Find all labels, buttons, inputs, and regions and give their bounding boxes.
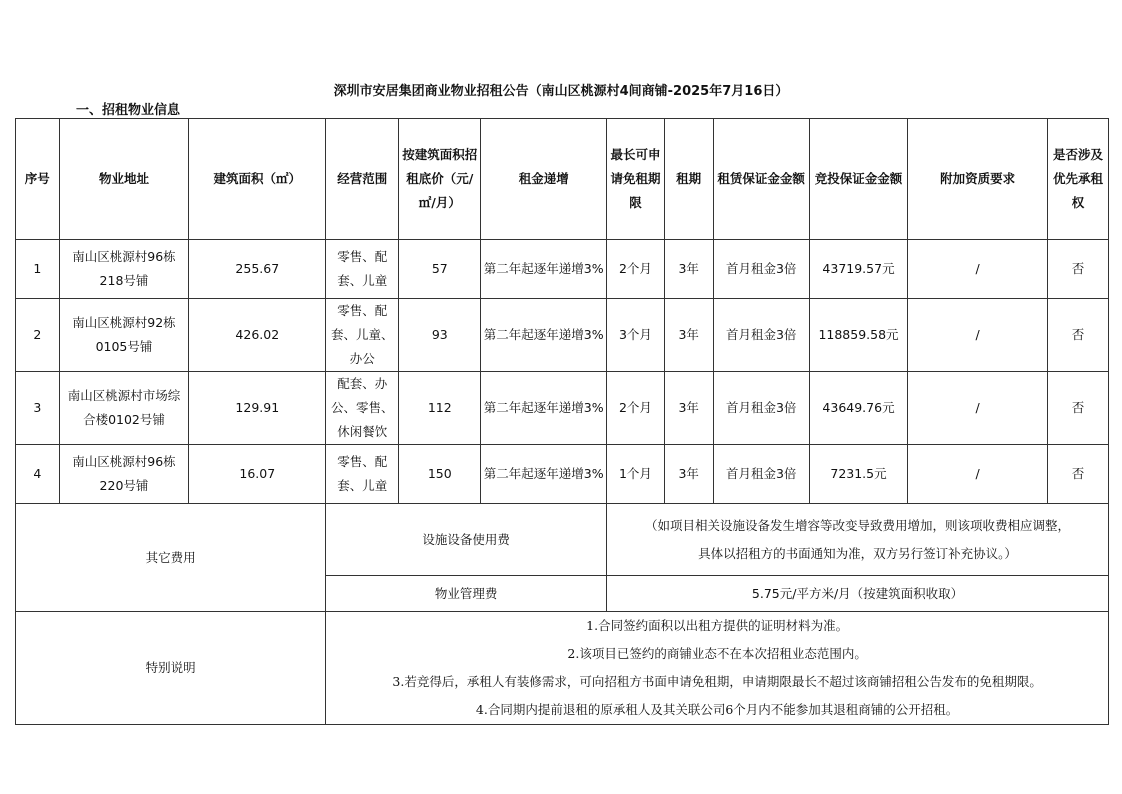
cell-priority: 否 <box>1048 299 1109 372</box>
cell-deposit: 首月租金3倍 <box>713 445 809 504</box>
cell-scope: 零售、配套、儿童 <box>326 240 399 299</box>
facility-fee-line-2: 具体以招租方的书面通知为准，双方另行签订补充协议。） <box>698 545 1017 561</box>
cell-no: 1 <box>16 240 60 299</box>
header-term: 租期 <box>664 119 713 240</box>
header-extra: 附加资质要求 <box>908 119 1048 240</box>
cell-extra: / <box>908 240 1048 299</box>
cell-area: 426.02 <box>189 299 326 372</box>
cell-extra: / <box>908 299 1048 372</box>
management-fee-value: 5.75元/平方米/月（按建筑面积收取） <box>607 576 1109 612</box>
header-increase: 租金递增 <box>481 119 607 240</box>
header-area: 建筑面积（㎡） <box>189 119 326 240</box>
cell-address: 南山区桃源村市场综合楼0102号铺 <box>59 372 189 445</box>
cell-free: 1个月 <box>607 445 665 504</box>
header-scope: 经营范围 <box>326 119 399 240</box>
facility-fee-value <box>607 504 1109 576</box>
header-address: 物业地址 <box>59 119 189 240</box>
facility-fee-line-1: （如项目相关设施设备发生增容等改变导致费用增加，则该项收费相应调整， <box>645 517 1071 533</box>
section-heading: 一、招租物业信息 <box>76 103 181 118</box>
cell-price: 93 <box>399 299 481 372</box>
header-deposit: 租赁保证金金额 <box>713 119 809 240</box>
cell-bid: 118859.58元 <box>809 299 907 372</box>
cell-scope: 零售、配套、儿童、办公 <box>326 299 399 372</box>
cell-bid: 43649.76元 <box>809 372 907 445</box>
cell-area: 255.67 <box>189 240 326 299</box>
table-header-row <box>16 119 1109 240</box>
cell-address: 南山区桃源村96栋220号铺 <box>59 445 189 504</box>
cell-free: 2个月 <box>607 372 665 445</box>
cell-price: 150 <box>399 445 481 504</box>
cell-address: 南山区桃源村92栋0105号铺 <box>59 299 189 372</box>
special-note-1: 1.合同签约面积以出租方提供的证明材料为准。 <box>586 618 849 633</box>
cell-term: 3年 <box>664 240 713 299</box>
cell-scope: 零售、配套、儿童 <box>326 445 399 504</box>
cell-term: 3年 <box>664 299 713 372</box>
special-notes-label: 特别说明 <box>16 612 326 725</box>
special-note-2: 2.该项目已签约的商铺业态不在本次招租业态范围内。 <box>567 646 867 661</box>
cell-free: 2个月 <box>607 240 665 299</box>
cell-bid: 43719.57元 <box>809 240 907 299</box>
cell-scope: 配套、办公、零售、休闲餐饮 <box>326 372 399 445</box>
cell-area: 16.07 <box>189 445 326 504</box>
cell-extra: / <box>908 445 1048 504</box>
table-row <box>16 372 1109 445</box>
cell-increase: 第二年起逐年递增3% <box>481 445 607 504</box>
header-no: 序号 <box>16 119 60 240</box>
cell-priority: 否 <box>1048 240 1109 299</box>
cell-no: 2 <box>16 299 60 372</box>
cell-priority: 否 <box>1048 372 1109 445</box>
special-notes-list <box>326 612 1109 725</box>
header-bid: 竞投保证金金额 <box>809 119 907 240</box>
cell-term: 3年 <box>664 445 713 504</box>
facility-fee-label: 设施设备使用费 <box>326 504 607 576</box>
other-fees-label: 其它费用 <box>16 504 326 612</box>
cell-increase: 第二年起逐年递增3% <box>481 240 607 299</box>
table-row <box>16 299 1109 372</box>
table-row <box>16 240 1109 299</box>
cell-no: 3 <box>16 372 60 445</box>
cell-increase: 第二年起逐年递增3% <box>481 299 607 372</box>
management-fee-label: 物业管理费 <box>326 576 607 612</box>
cell-address: 南山区桃源村96栋218号铺 <box>59 240 189 299</box>
cell-bid: 7231.5元 <box>809 445 907 504</box>
facility-fee-row <box>16 504 1109 576</box>
header-priority: 是否涉及优先承租权 <box>1048 119 1109 240</box>
table-row <box>16 445 1109 504</box>
cell-priority: 否 <box>1048 445 1109 504</box>
cell-no: 4 <box>16 445 60 504</box>
header-free: 最长可申请免租期限 <box>607 119 665 240</box>
header-price: 按建筑面积招租底价（元/㎡/月） <box>399 119 481 240</box>
cell-term: 3年 <box>664 372 713 445</box>
cell-extra: / <box>908 372 1048 445</box>
cell-area: 129.91 <box>189 372 326 445</box>
cell-deposit: 首月租金3倍 <box>713 372 809 445</box>
cell-increase: 第二年起逐年递增3% <box>481 372 607 445</box>
cell-deposit: 首月租金3倍 <box>713 240 809 299</box>
cell-price: 57 <box>399 240 481 299</box>
special-note-3: 3.若竞得后，承租人有装修需求，可向招租方书面申请免租期，申请期限最长不超过该商铺招租公告发布的免租期限。 <box>392 674 1042 689</box>
cell-deposit: 首月租金3倍 <box>713 299 809 372</box>
cell-price: 112 <box>399 372 481 445</box>
property-table <box>15 118 1109 725</box>
notice-title: 深圳市安居集团商业物业招租公告（南山区桃源村4间商铺-2025年7月16日） <box>333 84 789 99</box>
cell-free: 3个月 <box>607 299 665 372</box>
special-note-4: 4.合同期内提前退租的原承租人及其关联公司6个月内不能参加其退租商铺的公开招租。 <box>475 702 959 717</box>
special-notes-row <box>16 612 1109 725</box>
